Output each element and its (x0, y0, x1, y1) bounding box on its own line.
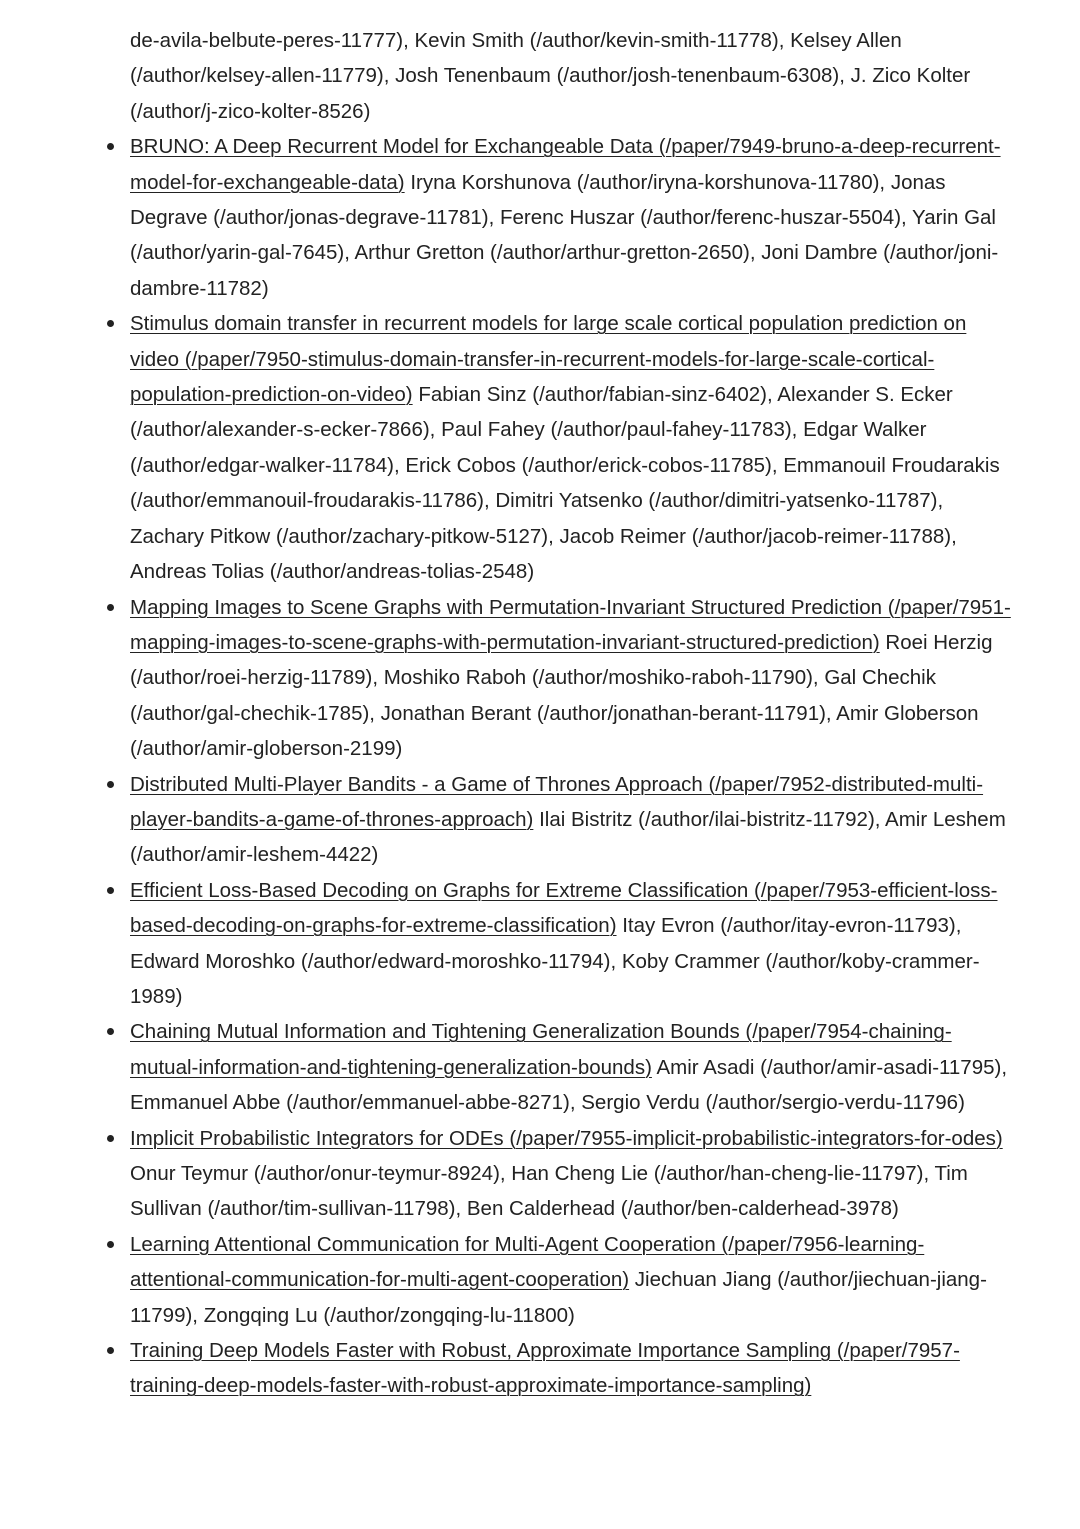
list-item-paper (130, 1333, 1020, 1404)
bullet-icon (107, 1241, 114, 1248)
bullet-icon (107, 143, 114, 150)
authors-text: Onur Teymur (/author/onur-teymur-8924), Han Cheng Lie (/author/han-cheng-lie-11797), Tim Sullivan (/author/tim-sullivan-11798), Ben Calderhead (/author/ben-calderhead-3978) (130, 1162, 968, 1221)
list-item-paper (130, 767, 1020, 873)
paper-list (130, 23, 1020, 1404)
bullet-icon (107, 1347, 114, 1354)
bullet-icon (107, 1028, 114, 1035)
paper-title-link[interactable]: Learning Attentional Communication for Multi-Agent Cooperation (/paper/7956-learning-attentional-communication-for-multi-agent-cooperation) (130, 1232, 925, 1292)
list-item-paper (130, 129, 1020, 306)
authors-text: Amir Asadi (/author/amir-asadi-11795), Emmanuel Abbe (/author/emmanuel-abbe-8271), Sergio Verdu (/author/sergio-verdu-11796) (130, 1055, 1008, 1115)
authors-text: Roei Herzig (/author/roei-herzig-11789), Moshiko Raboh (/author/moshiko-raboh-11790), Gal Chechik (/author/gal-chechik-1785), Jonathan Berant (/author/jonathan-berant-11791), Amir Globerson (/author/amir-globerson-2199) (130, 630, 993, 761)
paper-title-link[interactable]: BRUNO: A Deep Recurrent Model for Exchangeable Data (/paper/7949-bruno-a-deep-recurrent-model-for-exchangeable-data) (130, 135, 1001, 194)
paper-title-link[interactable]: Stimulus domain transfer in recurrent models for large scale cortical population prediction on video (/paper/7950-stimulus-domain-transfer-in-recurrent-models-for-large-scale-cortical-population-prediction-on-video) (130, 312, 967, 407)
list-item-paper (130, 1121, 1020, 1227)
bullet-icon (107, 781, 114, 788)
authors-text: Iryna Korshunova (/author/iryna-korshunova-11780), Jonas Degrave (/author/jonas-degrave-11781), Ferenc Huszar (/author/ferenc-huszar-5504), Yarin Gal (/author/yarin-gal-7645), Arthur Gretton (/author/arthur-gretton-2650), Joni Dambre (/author/joni-dambre-11782) (130, 170, 999, 300)
paper-title-link[interactable]: Mapping Images to Scene Graphs with Permutation-Invariant Structured Prediction (/paper/7951-mapping-images-to-scene-graphs-with-permutation-invariant-structured-prediction) (130, 595, 1011, 654)
authors-text: Fabian Sinz (/author/fabian-sinz-6402), Alexander S. Ecker (/author/alexander-s-ecker-7866), Paul Fahey (/author/paul-fahey-11783), Edgar Walker (/author/edgar-walker-11784), Erick Cobos (/author/erick-cobos-11785), Emmanouil Froudarakis (/author/emmanouil-froudarakis-11786), Dimitri Yatsenko (/author/dimitri-yatsenko-11787), Zachary Pitkow (/author/zachary-pitkow-5127), Jacob Reimer (/author/jacob-reimer-11788), Andreas Tolias (/author/andreas-tolias-2548) (130, 383, 1000, 584)
authors-text: Ilai Bistritz (/author/ilai-bistritz-11792), Amir Leshem (/author/amir-leshem-4422) (130, 807, 1006, 867)
paper-title-link[interactable]: Training Deep Models Faster with Robust, Approximate Importance Sampling (/paper/7957-training-deep-models-faster-with-robust-approximate-importance-sampling) (130, 1339, 960, 1398)
authors-text: Jiechuan Jiang (/author/jiechuan-jiang-11799), Zongqing Lu (/author/zongqing-lu-11800) (130, 1268, 987, 1327)
bullet-icon (107, 604, 114, 611)
paper-title-link[interactable]: Implicit Probabilistic Integrators for ODEs (/paper/7955-implicit-probabilistic-integrators-for-odes) (130, 1126, 1003, 1150)
bullet-icon (107, 320, 114, 327)
list-item-paper (130, 590, 1020, 767)
authors-text: de-avila-belbute-peres-11777), Kevin Smith (/author/kevin-smith-11778), Kelsey Allen (/author/kelsey-allen-11779), Josh Tenenbaum (/author/josh-tenenbaum-6308), J. Zico Kolter (/author/j-zico-kolter-8526) (130, 29, 971, 123)
paper-title-link[interactable]: Efficient Loss-Based Decoding on Graphs for Extreme Classification (/paper/7953-efficient-loss-based-decoding-on-graphs-for-extreme-classification) (130, 878, 998, 938)
list-item-paper (130, 1014, 1020, 1120)
list-item-paper (130, 1227, 1020, 1333)
authors-text: Itay Evron (/author/itay-evron-11793), Edward Moroshko (/author/edward-moroshko-11794), Koby Crammer (/author/koby-crammer-1989) (130, 914, 980, 1008)
list-item-paper (130, 873, 1020, 1015)
bullet-icon (107, 887, 114, 894)
list-item-paper (130, 306, 1020, 589)
list-item-continued-authors (130, 23, 1020, 129)
paper-title-link[interactable]: Distributed Multi-Player Bandits - a Game of Thrones Approach (/paper/7952-distributed-multi-player-bandits-a-game-of-thrones-approach) (130, 772, 984, 831)
bullet-icon (107, 1135, 114, 1142)
paper-title-link[interactable]: Chaining Mutual Information and Tightening Generalization Bounds (/paper/7954-chaining-mutual-information-and-tightening-generalization-bounds) (130, 1020, 952, 1079)
